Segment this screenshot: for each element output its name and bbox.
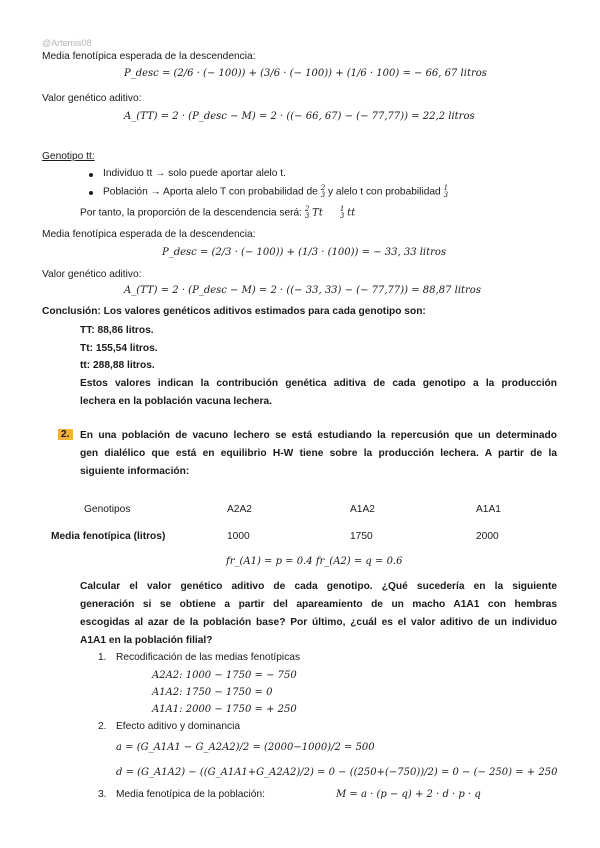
table-cell: 1000	[227, 531, 250, 542]
equation-dominance: d = (G_A1A2) − ((G_A1A1+G_A2A2)/2) = 0 − ((250+(−750))/2) = 0 − (− 250) = + 250	[116, 767, 558, 778]
table-header-genotypes: Genotipos	[84, 504, 131, 515]
result-tt: tt: 288,88 litros.	[80, 360, 155, 371]
fraction: 2 3	[304, 205, 310, 220]
result-TT: TT: 88,86 litros.	[80, 325, 154, 336]
bullet-text: y alelo t con probabilidad	[328, 186, 441, 198]
bullet-icon	[89, 191, 93, 195]
recode-line: A1A2: 1750 − 1750 = 0	[152, 687, 273, 698]
text-line: Media fenotípica esperada de la descendencia:	[42, 51, 256, 62]
watermark: @Artemis08	[42, 38, 92, 48]
equation-additive-tt-second: A_(TT) = 2 · (P_desc − M) = 2 · ((− 33, 33) − (− 77,77)) = 88,87 litros	[124, 285, 481, 296]
equation-pdesc-tt: P_desc = (2/6 · (− 100)) + (3/6 · (− 100)) + (1/6 · 100) = − 66, 67 litros	[124, 68, 487, 79]
table-cell: 2000	[476, 531, 499, 542]
table-row-label: Media fenotípica (litros)	[51, 531, 166, 542]
allele-frequencies: fr_(A1) = p = 0.4 fr_(A2) = q = 0.6	[226, 556, 403, 567]
conclusion-text: Estos valores indican la contribución genética aditiva de cada genotipo a la producción	[80, 378, 557, 389]
equation-additive-effect: a = (G_A1A1 − G_A2A2)/2 = (2000−1000)/2 = 500	[116, 742, 375, 753]
recode-line: A2A2: 1000 − 1750 = − 750	[152, 670, 297, 681]
table-cell: 1750	[350, 531, 373, 542]
equation-population-mean: M = a · (p − q) + 2 · d · p · q	[336, 789, 481, 800]
table-header-A2A2: A2A2	[227, 504, 252, 515]
fraction: 1 3	[339, 205, 345, 220]
bullet-item	[103, 185, 448, 199]
result-Tt: Tt: 155,54 litros.	[80, 343, 158, 354]
text-line: Por tanto, la proporción de la descendencia será: 2 3 Tt 1 3 tt	[80, 205, 356, 220]
step-number: 3.	[98, 789, 107, 800]
step-title: Efecto aditivo y dominancia	[116, 721, 241, 732]
question-text: A1A1 en la población filial?	[80, 635, 213, 646]
step-title: Recodificación de las medias fenotípicas	[116, 652, 301, 663]
table-header-A1A1: A1A1	[476, 504, 501, 515]
step-number: 1.	[98, 652, 107, 663]
bullet-icon	[89, 173, 93, 177]
fraction: 1 3	[443, 184, 449, 199]
fraction: 2 3	[320, 184, 326, 199]
equation-additive-tt: A_(TT) = 2 · (P_desc − M) = 2 · ((− 66, 67) − (− 77,77)) = 22,2 litros	[124, 111, 475, 122]
bullet-item: Individuo tt → solo puede aportar alelo t.	[103, 168, 286, 179]
question-text: En una población de vacuno lechero se está estudiando la repercusión que un determinado	[80, 430, 557, 441]
question-number: 2.	[58, 429, 73, 440]
bullet-text: Población → Aporta alelo T con probabilidad de	[103, 186, 318, 198]
section-heading-genotype-tt: Genotipo tt:	[42, 151, 95, 162]
table-header-A1A2: A1A2	[350, 504, 375, 515]
step-title: Media fenotípica de la población:	[116, 789, 265, 800]
text-line: Valor genético aditivo:	[42, 269, 142, 280]
step-number: 2.	[98, 721, 107, 732]
question-text: Calcular el valor genético aditivo de cada genotipo. ¿Qué sucedería en la siguiente	[80, 581, 557, 592]
equation-pdesc-tt-second: P_desc = (2/3 · (− 100)) + (1/3 · (100)) = − 33, 33 litros	[162, 247, 447, 258]
question-text: siguiente información:	[80, 466, 190, 477]
text-line: Media fenotípica esperada de la descendencia:	[42, 229, 256, 240]
text-line: Valor genético aditivo:	[42, 93, 142, 104]
question-text: gen dialélico que está en equilibrio H-W tiene sobre la producción lechera. A partir de la	[80, 448, 557, 459]
question-text: generación si se obtiene a partir del apareamiento de un macho A1A1 con hembras	[80, 599, 557, 610]
recode-line: A1A1: 2000 − 1750 = + 250	[152, 704, 297, 715]
conclusion-heading: Conclusión: Los valores genéticos aditivos estimados para cada genotipo son:	[42, 306, 426, 317]
conclusion-text: lechera en la población vacuna lechera.	[80, 396, 272, 407]
question-text: escogidas al azar de la población base? Por último, ¿cuál es el valor aditivo de un individuo	[80, 617, 557, 628]
